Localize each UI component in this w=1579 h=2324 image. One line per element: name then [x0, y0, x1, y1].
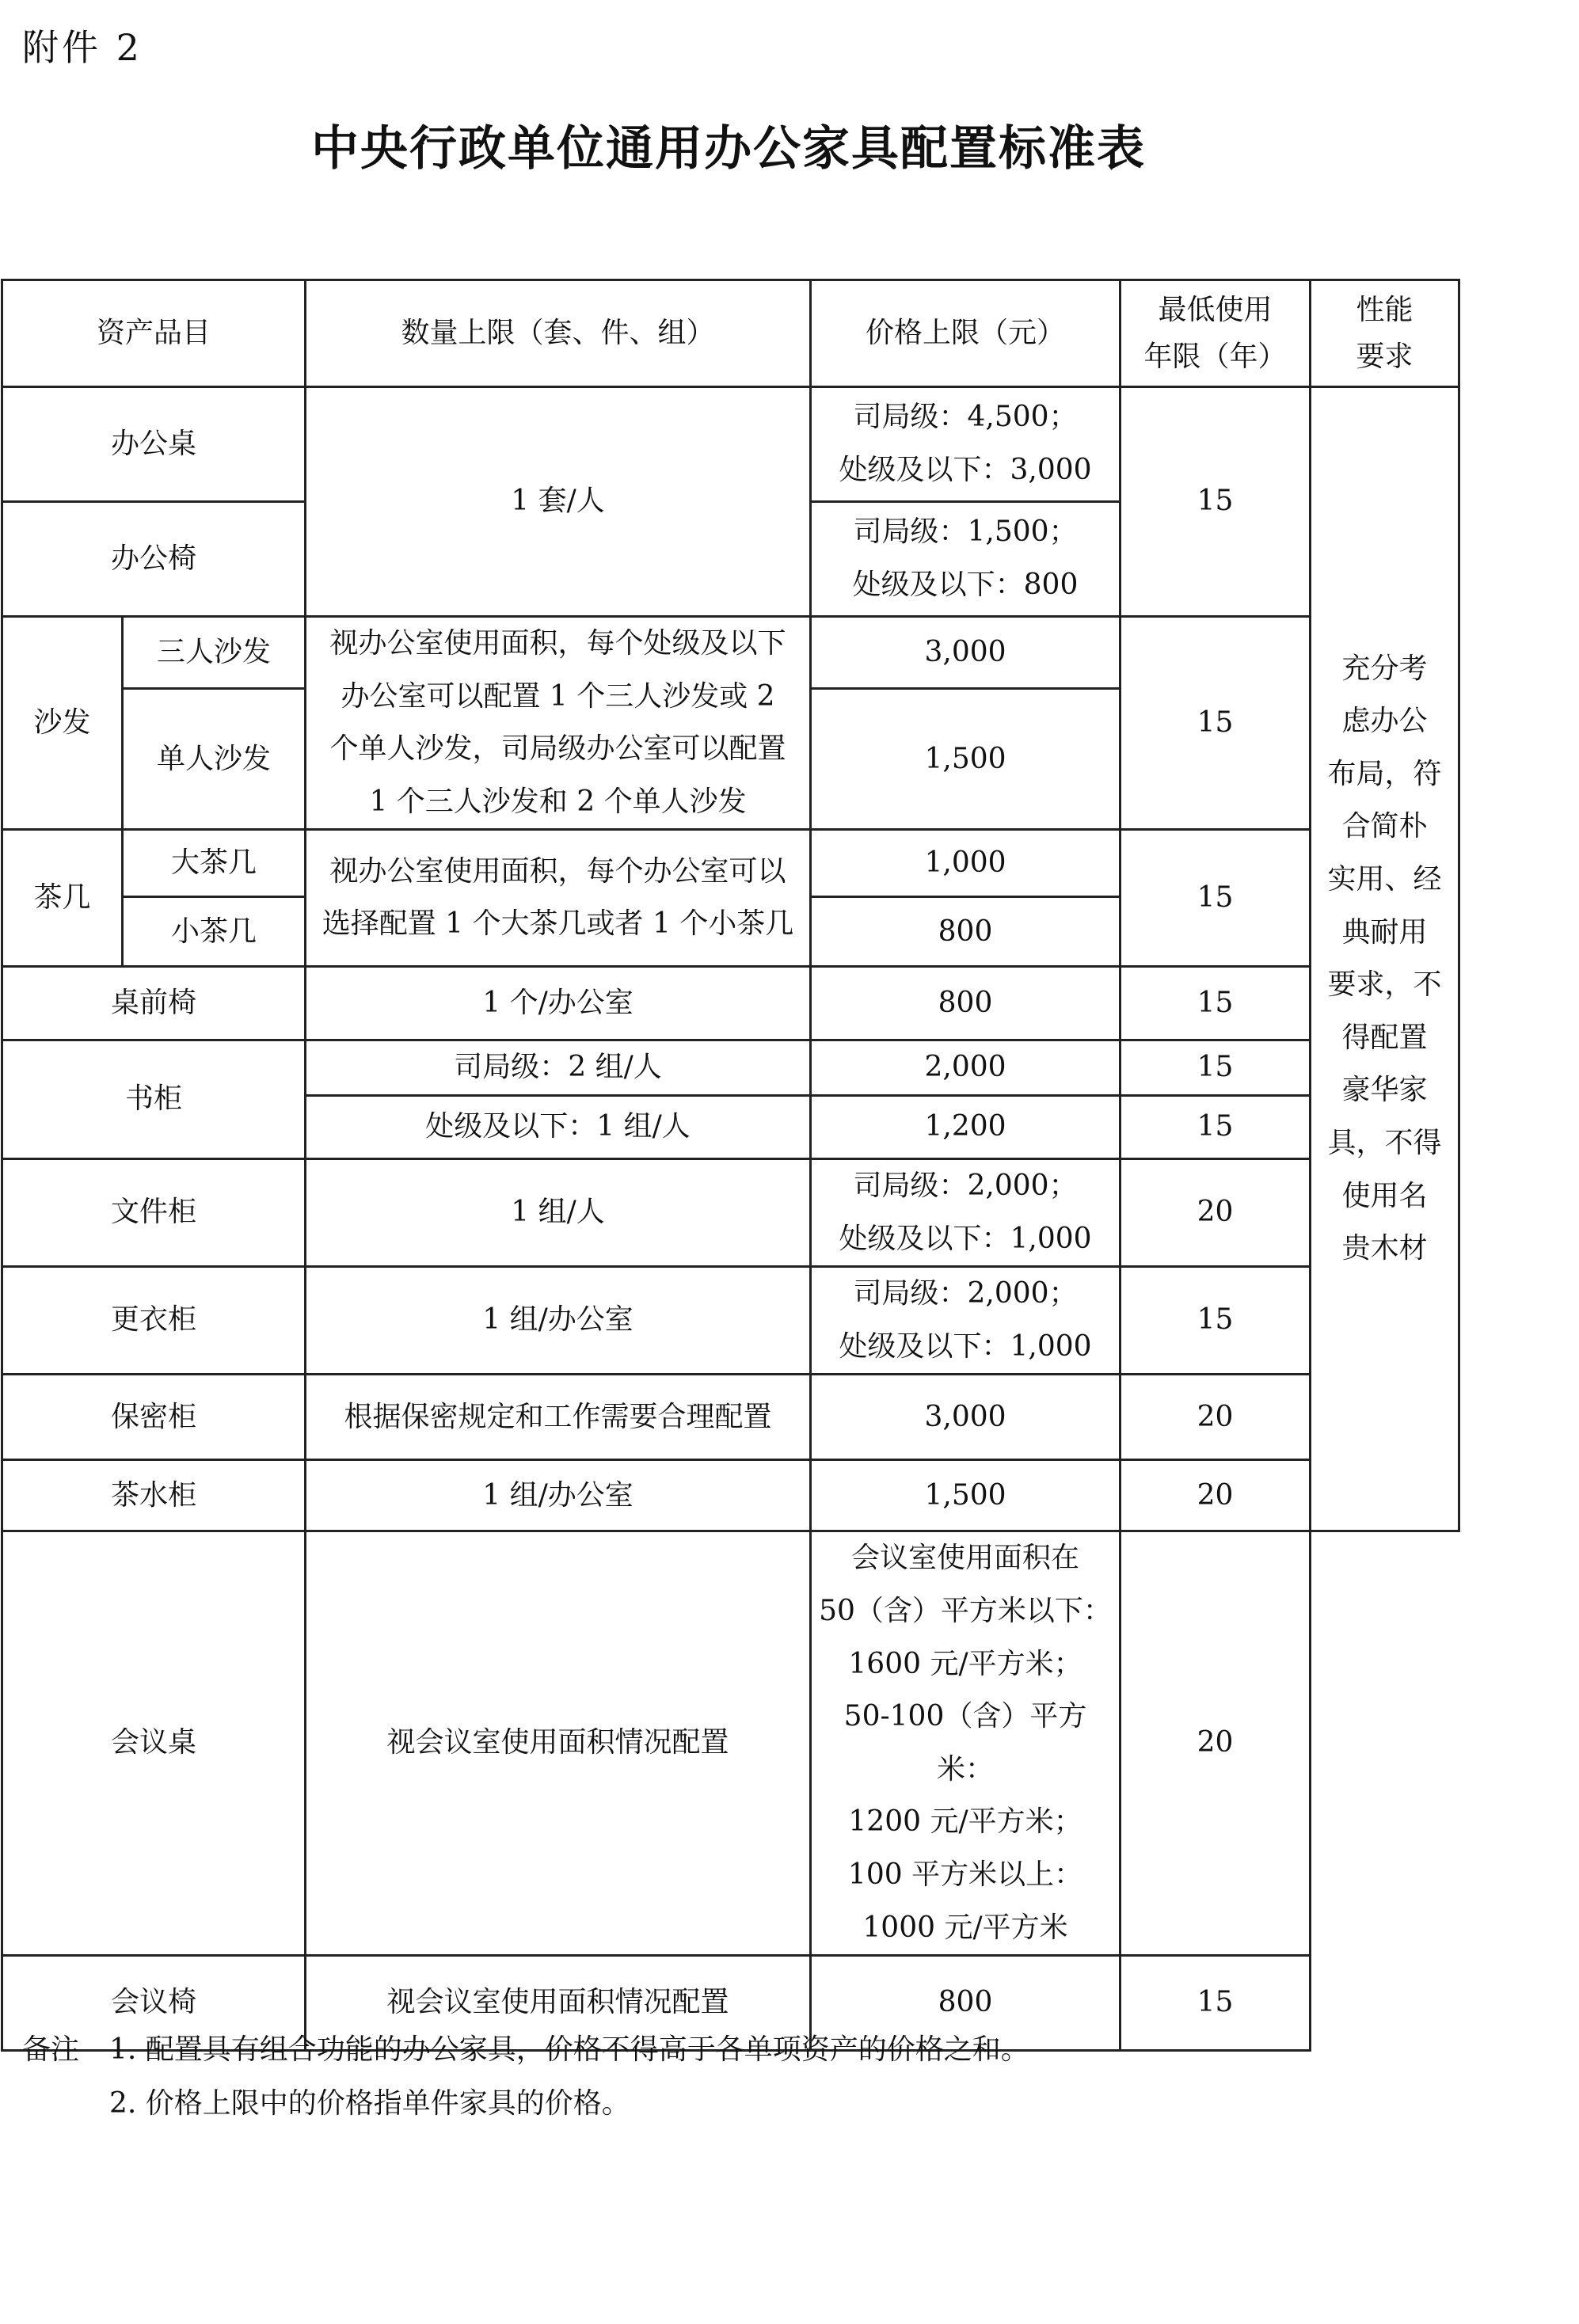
meeting-chair-life: 15 [1121, 1956, 1311, 2051]
item-large-tea-table: 大茶几 [123, 830, 306, 897]
table-row [2, 1267, 1459, 1375]
table-row [2, 1531, 1459, 1956]
office-chair-price [811, 502, 1121, 617]
bookcase-quantity-bureau: 司局级：2 组/人 [306, 1040, 811, 1096]
wardrobe-life: 15 [1121, 1267, 1311, 1375]
item-file-cabinet: 文件柜 [2, 1158, 306, 1266]
item-three-seat-sofa: 三人沙发 [123, 617, 306, 689]
requirement-line: 实用、经 [1327, 862, 1442, 896]
attachment-label: 附件 2 [22, 26, 143, 69]
single-sofa-price: 1,500 [811, 689, 1121, 830]
notes-label: 备注 [22, 2033, 80, 2066]
note-text: 1. 配置具有组合功能的办公家具，价格不得高于各单项资产的价格之和。 [109, 2033, 1029, 2066]
meeting-table-quantity: 视会议室使用面积情况配置 [306, 1531, 811, 1956]
requirement-line: 典耐用 [1341, 915, 1428, 949]
price-line: 1200 元/平方米； [848, 1805, 1082, 1839]
note-text: 2. 价格上限中的价格指单件家具的价格。 [109, 2087, 630, 2120]
price-line: 司局级：1,500； [853, 515, 1078, 549]
desk-chair-quantity: 1 套/人 [306, 387, 811, 617]
requirement-line: 合简朴 [1341, 810, 1428, 843]
table-row [2, 617, 1459, 689]
item-tea-cabinet: 茶水柜 [2, 1460, 306, 1531]
requirement-line: 豪华家 [1341, 1074, 1428, 1107]
requirement-line: 充分考 [1341, 652, 1428, 685]
page-title: 中央行政单位通用办公家具配置标准表 [311, 121, 1146, 177]
tea-table-quantity [306, 830, 811, 967]
wardrobe-quantity: 1 组/办公室 [306, 1267, 811, 1375]
quantity-line: 视办公室使用面积，每个办公室可以 [329, 854, 786, 888]
header-life [1121, 280, 1311, 387]
note-line [22, 2023, 1029, 2077]
table-row [2, 967, 1459, 1040]
requirement-line: 贵木材 [1341, 1232, 1428, 1265]
item-wardrobe: 更衣柜 [2, 1267, 306, 1375]
bookcase-quantity-division: 处级及以下：1 组/人 [306, 1095, 811, 1158]
table-header-row [2, 280, 1459, 387]
header-performance-line: 性能 [1356, 293, 1413, 326]
large-tea-table-price: 1,000 [811, 830, 1121, 897]
quantity-line: 选择配置 1 个大茶几或者 1 个小茶几 [322, 907, 794, 941]
item-safe: 保密柜 [2, 1375, 306, 1460]
item-meeting-chair: 会议椅 [2, 1956, 306, 2051]
price-line: 1000 元/平方米 [862, 1911, 1068, 1944]
item-small-tea-table: 小茶几 [123, 897, 306, 967]
price-line: 50-100（含）平方米： [843, 1700, 1087, 1786]
header-price: 价格上限（元） [811, 280, 1121, 387]
table-row [2, 1158, 1459, 1266]
price-line: 处级及以下：800 [852, 569, 1079, 601]
front-chair-life: 15 [1121, 967, 1311, 1040]
tea-cabinet-quantity: 1 组/办公室 [306, 1460, 811, 1531]
safe-quantity: 根据保密规定和工作需要合理配置 [306, 1375, 811, 1460]
bookcase-price-bureau: 2,000 [811, 1040, 1121, 1096]
notes [22, 2023, 1029, 2131]
price-line: 50（含）平方米以下： [819, 1594, 1112, 1627]
item-meeting-table: 会议桌 [2, 1531, 306, 1956]
requirement-line: 得配置 [1341, 1021, 1428, 1054]
sofa-life: 15 [1121, 617, 1311, 830]
quantity-line: 个单人沙发，司局级办公室可以配置 [329, 732, 786, 766]
furniture-standard-table [1, 279, 1460, 2052]
note-line [22, 2077, 1029, 2131]
header-life-line: 年限（年） [1143, 340, 1287, 373]
header-item: 资产品目 [2, 280, 306, 387]
header-performance-line: 要求 [1356, 340, 1413, 373]
price-line: 1600 元/平方米； [848, 1647, 1082, 1680]
file-cabinet-quantity: 1 组/人 [306, 1158, 811, 1266]
quantity-line: 1 个三人沙发和 2 个单人沙发 [369, 785, 747, 818]
price-line: 司局级：2,000； [853, 1277, 1078, 1310]
wardrobe-price [811, 1267, 1121, 1375]
performance-requirement [1311, 387, 1459, 1531]
three-seat-sofa-price: 3,000 [811, 617, 1121, 689]
header-performance [1311, 280, 1459, 387]
file-cabinet-life: 20 [1121, 1158, 1311, 1266]
item-bookcase: 书柜 [2, 1040, 306, 1159]
meeting-chair-quantity: 视会议室使用面积情况配置 [306, 1956, 811, 2051]
price-line: 司局级：4,500； [853, 401, 1078, 434]
item-sofa-group: 沙发 [2, 617, 123, 830]
table-row [2, 830, 1459, 897]
price-line: 司局级：2,000； [853, 1169, 1078, 1202]
safe-life: 20 [1121, 1375, 1311, 1460]
quantity-line: 办公室可以配置 1 个三人沙发或 2 [341, 679, 775, 713]
table-row [2, 1040, 1459, 1096]
price-line: 处级及以下：3,000 [839, 454, 1092, 486]
table-row [2, 387, 1459, 502]
requirement-line: 布局，符 [1327, 757, 1442, 790]
item-single-sofa: 单人沙发 [123, 689, 306, 830]
item-office-chair: 办公椅 [2, 502, 306, 617]
desk-chair-life: 15 [1121, 387, 1311, 617]
table-row [2, 1375, 1459, 1460]
table-row [2, 1460, 1459, 1531]
requirement-line: 虑办公 [1341, 705, 1428, 738]
desk-price [811, 387, 1121, 502]
requirement-line: 使用名 [1341, 1179, 1428, 1212]
small-tea-table-price: 800 [811, 897, 1121, 967]
item-tea-table-group: 茶几 [2, 830, 123, 967]
tea-cabinet-life: 20 [1121, 1460, 1311, 1531]
sofa-quantity [306, 617, 811, 830]
item-front-chair: 桌前椅 [2, 967, 306, 1040]
price-line: 处级及以下：1,000 [839, 1329, 1092, 1363]
bookcase-life-bureau: 15 [1121, 1040, 1311, 1096]
meeting-table-life: 20 [1121, 1531, 1311, 1956]
tea-cabinet-price: 1,500 [811, 1460, 1121, 1531]
file-cabinet-price [811, 1158, 1121, 1266]
bookcase-life-division: 15 [1121, 1095, 1311, 1158]
item-desk: 办公桌 [2, 387, 306, 502]
header-life-line: 最低使用 [1158, 293, 1273, 326]
meeting-table-price [811, 1531, 1121, 1956]
requirement-line: 具，不得 [1327, 1126, 1442, 1159]
front-chair-price: 800 [811, 967, 1121, 1040]
header-quantity: 数量上限（套、件、组） [306, 280, 811, 387]
bookcase-price-division: 1,200 [811, 1095, 1121, 1158]
front-chair-quantity: 1 个/办公室 [306, 967, 811, 1040]
price-line: 会议室使用面积在 [851, 1542, 1080, 1575]
meeting-chair-price: 800 [811, 1956, 1121, 2051]
price-line: 处级及以下：1,000 [839, 1222, 1092, 1255]
tea-table-life: 15 [1121, 830, 1311, 967]
quantity-line: 视办公室使用面积，每个处级及以下 [329, 627, 786, 660]
price-line: 100 平方米以上： [847, 1858, 1083, 1891]
requirement-line: 要求，不 [1327, 968, 1442, 1002]
safe-price: 3,000 [811, 1375, 1121, 1460]
